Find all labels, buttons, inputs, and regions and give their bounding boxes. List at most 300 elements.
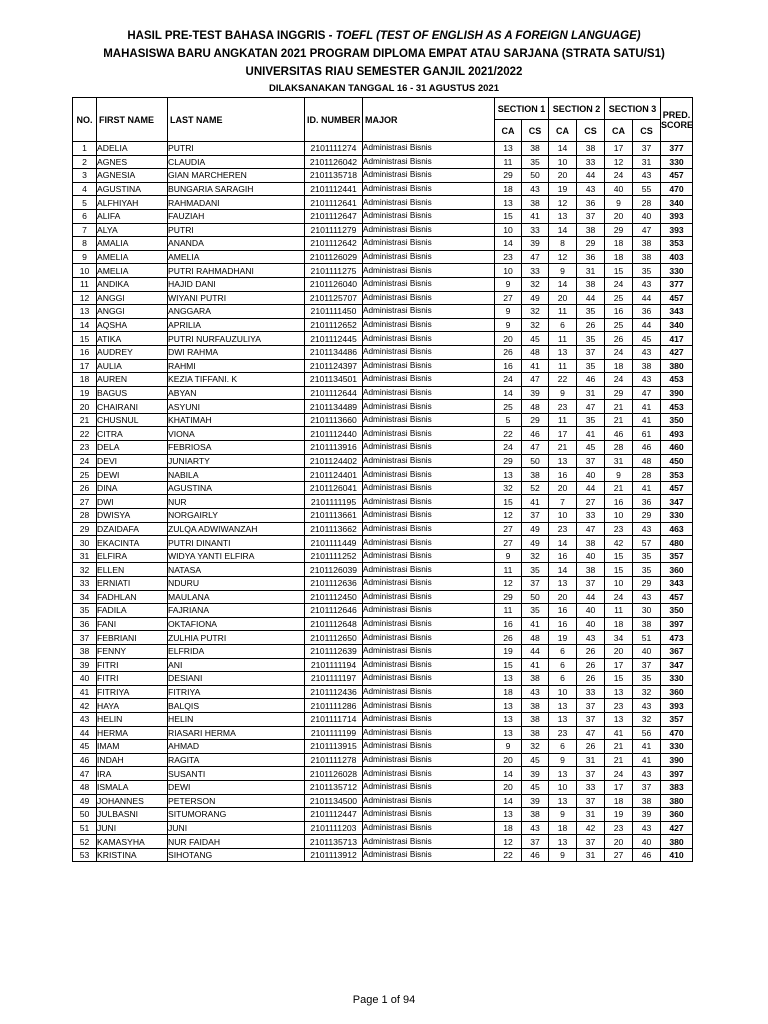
cell-s3-ca: 17 (605, 142, 633, 156)
cell-major: Administrasi Bisnis (363, 209, 495, 223)
cell-no: 12 (73, 291, 97, 305)
cell-s3-ca: 19 (605, 808, 633, 822)
cell-first-name: ANGGI (97, 291, 168, 305)
cell-s3-ca: 17 (605, 658, 633, 672)
cell-major: Administrasi Bisnis (363, 835, 495, 849)
cell-s1-cs: 38 (522, 672, 549, 686)
cell-pred-score: 340 (661, 318, 693, 332)
cell-s3-cs: 48 (633, 454, 661, 468)
cell-major: Administrasi Bisnis (363, 563, 495, 577)
cell-first-name: FADHLAN (97, 590, 168, 604)
cell-major: Administrasi Bisnis (363, 821, 495, 835)
cell-major: Administrasi Bisnis (363, 332, 495, 346)
cell-s3-ca: 28 (605, 441, 633, 455)
cell-s1-ca: 26 (495, 631, 522, 645)
cell-last-name: AMELIA (168, 250, 305, 264)
cell-s3-ca: 21 (605, 413, 633, 427)
cell-s2-cs: 45 (577, 441, 605, 455)
table-row (73, 509, 693, 523)
cell-id-number: 2101113916 (305, 441, 363, 455)
cell-first-name: FEBRIANI (97, 631, 168, 645)
cell-first-name: IMAM (97, 740, 168, 754)
cell-s3-ca: 20 (605, 835, 633, 849)
cell-first-name: KRISTINA (97, 848, 168, 862)
cell-s3-cs: 35 (633, 264, 661, 278)
cell-last-name: AGUSTINA (168, 481, 305, 495)
cell-s1-ca: 12 (495, 577, 522, 591)
cell-id-number: 2101111195 (305, 495, 363, 509)
cell-pred-score: 377 (661, 277, 693, 291)
cell-s3-ca: 25 (605, 318, 633, 332)
cell-first-name: AMELIA (97, 264, 168, 278)
table-row (73, 196, 693, 210)
cell-s1-cs: 52 (522, 481, 549, 495)
cell-no: 33 (73, 577, 97, 591)
cell-first-name: AUDREY (97, 345, 168, 359)
cell-s3-cs: 51 (633, 631, 661, 645)
cell-no: 50 (73, 808, 97, 822)
cell-no: 13 (73, 305, 97, 319)
cell-s2-ca: 13 (549, 345, 577, 359)
cell-s2-cs: 47 (577, 522, 605, 536)
cell-s1-ca: 19 (495, 644, 522, 658)
cell-major: Administrasi Bisnis (363, 522, 495, 536)
cell-id-number: 2101134486 (305, 345, 363, 359)
cell-s2-cs: 44 (577, 481, 605, 495)
cell-pred-score: 403 (661, 250, 693, 264)
cell-s2-cs: 40 (577, 549, 605, 563)
title-line-4: DILAKSANAKAN TANGGAL 16 - 31 AGUSTUS 2021 (269, 83, 499, 94)
cell-s2-ca: 11 (549, 305, 577, 319)
cell-s2-ca: 19 (549, 182, 577, 196)
cell-first-name: JUNI (97, 821, 168, 835)
cell-s2-ca: 6 (549, 318, 577, 332)
cell-first-name: AGNES (97, 155, 168, 169)
cell-pred-score: 357 (661, 712, 693, 726)
cell-s2-cs: 38 (577, 277, 605, 291)
cell-first-name: ANGGI (97, 305, 168, 319)
cell-s3-ca: 21 (605, 753, 633, 767)
cell-s2-cs: 36 (577, 196, 605, 210)
cell-last-name: PUTRI RAHMADHANI (168, 264, 305, 278)
cell-s2-cs: 47 (577, 400, 605, 414)
document-header (0, 27, 768, 97)
cell-no: 46 (73, 753, 97, 767)
cell-first-name: FADILA (97, 604, 168, 618)
cell-no: 34 (73, 590, 97, 604)
cell-last-name: SUSANTI (168, 767, 305, 781)
cell-id-number: 2101112646 (305, 604, 363, 618)
cell-s2-cs: 37 (577, 712, 605, 726)
cell-s2-ca: 6 (549, 658, 577, 672)
cell-last-name: SITUMORANG (168, 808, 305, 822)
cell-major: Administrasi Bisnis (363, 509, 495, 523)
cell-s1-ca: 26 (495, 345, 522, 359)
cell-s2-cs: 35 (577, 359, 605, 373)
cell-pred-score: 473 (661, 631, 693, 645)
cell-s3-cs: 37 (633, 658, 661, 672)
cell-s3-ca: 29 (605, 223, 633, 237)
cell-s1-cs: 48 (522, 631, 549, 645)
cell-no: 52 (73, 835, 97, 849)
cell-s2-ca: 21 (549, 441, 577, 455)
cell-no: 24 (73, 454, 97, 468)
cell-s2-cs: 35 (577, 305, 605, 319)
cell-s2-cs: 33 (577, 509, 605, 523)
cell-first-name: JULBASNI (97, 808, 168, 822)
cell-major: Administrasi Bisnis (363, 305, 495, 319)
cell-s1-ca: 23 (495, 250, 522, 264)
cell-id-number: 2101126040 (305, 277, 363, 291)
cell-s3-cs: 38 (633, 359, 661, 373)
cell-last-name: BUNGARIA SARAGIH (168, 182, 305, 196)
cell-s1-ca: 13 (495, 808, 522, 822)
cell-s2-cs: 40 (577, 604, 605, 618)
cell-s3-cs: 43 (633, 699, 661, 713)
cell-first-name: DWISYA (97, 509, 168, 523)
cell-id-number: 2101113660 (305, 413, 363, 427)
cell-id-number: 2101112648 (305, 617, 363, 631)
cell-pred-score: 330 (661, 672, 693, 686)
title-italic: TOEFL (TEST OF ENGLISH AS A FOREIGN LANGUAGE) (335, 30, 641, 42)
cell-s3-ca: 10 (605, 509, 633, 523)
cell-s3-ca: 18 (605, 617, 633, 631)
cell-no: 18 (73, 373, 97, 387)
cell-pred-score: 410 (661, 848, 693, 862)
col-header-first-name: FIRST NAME (97, 98, 168, 142)
cell-s2-cs: 40 (577, 468, 605, 482)
cell-s2-cs: 33 (577, 155, 605, 169)
pred-label: PRED. (662, 109, 691, 120)
cell-s3-ca: 31 (605, 454, 633, 468)
cell-s1-ca: 12 (495, 509, 522, 523)
cell-id-number: 2101112652 (305, 318, 363, 332)
cell-no: 48 (73, 780, 97, 794)
cell-pred-score: 340 (661, 196, 693, 210)
cell-s1-cs: 32 (522, 549, 549, 563)
cell-pred-score: 450 (661, 454, 693, 468)
table-row (73, 373, 693, 387)
cell-s2-ca: 17 (549, 427, 577, 441)
col-header-s3-ca: CA (605, 120, 633, 142)
cell-first-name: EKACINTA (97, 536, 168, 550)
cell-id-number: 2101135713 (305, 835, 363, 849)
cell-s3-cs: 40 (633, 835, 661, 849)
table-row (73, 740, 693, 754)
cell-no: 53 (73, 848, 97, 862)
cell-no: 15 (73, 332, 97, 346)
cell-s2-ca: 13 (549, 577, 577, 591)
cell-s2-ca: 10 (549, 155, 577, 169)
cell-s3-ca: 24 (605, 590, 633, 604)
cell-pred-score: 417 (661, 332, 693, 346)
cell-no: 1 (73, 142, 97, 156)
cell-major: Administrasi Bisnis (363, 427, 495, 441)
cell-s1-ca: 14 (495, 237, 522, 251)
cell-id-number: 2101112647 (305, 209, 363, 223)
cell-s1-ca: 18 (495, 821, 522, 835)
cell-s3-ca: 15 (605, 672, 633, 686)
cell-s2-cs: 42 (577, 821, 605, 835)
table-row (73, 359, 693, 373)
cell-no: 23 (73, 441, 97, 455)
table-row (73, 495, 693, 509)
cell-pred-score: 360 (661, 685, 693, 699)
cell-s3-cs: 57 (633, 536, 661, 550)
cell-pred-score: 330 (661, 264, 693, 278)
cell-major: Administrasi Bisnis (363, 726, 495, 740)
cell-s3-cs: 35 (633, 563, 661, 577)
cell-s1-ca: 13 (495, 726, 522, 740)
cell-no: 8 (73, 237, 97, 251)
cell-s1-cs: 45 (522, 780, 549, 794)
cell-s1-ca: 14 (495, 767, 522, 781)
table-row (73, 821, 693, 835)
cell-first-name: JOHANNES (97, 794, 168, 808)
cell-major: Administrasi Bisnis (363, 536, 495, 550)
col-header-s3-cs: CS (633, 120, 661, 142)
cell-major: Administrasi Bisnis (363, 454, 495, 468)
cell-s3-cs: 41 (633, 481, 661, 495)
cell-s3-ca: 15 (605, 264, 633, 278)
cell-major: Administrasi Bisnis (363, 740, 495, 754)
cell-pred-score: 347 (661, 658, 693, 672)
table-row (73, 400, 693, 414)
cell-s3-cs: 45 (633, 332, 661, 346)
cell-major: Administrasi Bisnis (363, 264, 495, 278)
cell-s3-ca: 9 (605, 196, 633, 210)
table-row (73, 318, 693, 332)
cell-first-name: DWI (97, 495, 168, 509)
table-row (73, 699, 693, 713)
cell-first-name: DZAIDAFA (97, 522, 168, 536)
cell-s2-ca: 13 (549, 835, 577, 849)
cell-no: 3 (73, 169, 97, 183)
cell-s3-ca: 41 (605, 726, 633, 740)
cell-no: 14 (73, 318, 97, 332)
cell-last-name: AHMAD (168, 740, 305, 754)
cell-first-name: ELFIRA (97, 549, 168, 563)
cell-pred-score: 393 (661, 209, 693, 223)
cell-s2-ca: 20 (549, 291, 577, 305)
cell-pred-score: 427 (661, 345, 693, 359)
cell-s3-ca: 24 (605, 373, 633, 387)
cell-s1-ca: 25 (495, 400, 522, 414)
table-row (73, 454, 693, 468)
cell-first-name: DELA (97, 441, 168, 455)
cell-no: 38 (73, 644, 97, 658)
cell-s3-ca: 9 (605, 468, 633, 482)
table-row (73, 155, 693, 169)
cell-s2-ca: 13 (549, 699, 577, 713)
col-header-no: NO. (73, 98, 97, 142)
cell-s1-cs: 43 (522, 821, 549, 835)
cell-pred-score: 480 (661, 536, 693, 550)
cell-s2-cs: 37 (577, 577, 605, 591)
cell-s1-cs: 35 (522, 604, 549, 618)
cell-s3-cs: 43 (633, 821, 661, 835)
cell-first-name: AGNESIA (97, 169, 168, 183)
cell-s3-cs: 38 (633, 794, 661, 808)
cell-id-number: 2101111203 (305, 821, 363, 835)
cell-first-name: ALYA (97, 223, 168, 237)
cell-s2-cs: 33 (577, 780, 605, 794)
cell-s3-cs: 41 (633, 753, 661, 767)
table-row (73, 617, 693, 631)
cell-s1-ca: 9 (495, 277, 522, 291)
cell-no: 44 (73, 726, 97, 740)
cell-last-name: FITRIYA (168, 685, 305, 699)
cell-no: 22 (73, 427, 97, 441)
cell-s1-cs: 38 (522, 699, 549, 713)
cell-major: Administrasi Bisnis (363, 549, 495, 563)
cell-s3-ca: 21 (605, 400, 633, 414)
col-header-major: MAJOR (363, 98, 495, 142)
cell-id-number: 2101111252 (305, 549, 363, 563)
cell-no: 16 (73, 345, 97, 359)
col-header-pred-score (661, 98, 693, 142)
table-row (73, 848, 693, 862)
cell-s1-cs: 33 (522, 223, 549, 237)
cell-s3-cs: 46 (633, 441, 661, 455)
cell-s1-ca: 13 (495, 672, 522, 686)
cell-s2-cs: 40 (577, 617, 605, 631)
cell-s1-cs: 48 (522, 345, 549, 359)
cell-id-number: 2101111286 (305, 699, 363, 713)
cell-pred-score: 493 (661, 427, 693, 441)
cell-s3-cs: 43 (633, 277, 661, 291)
cell-s1-ca: 32 (495, 481, 522, 495)
cell-id-number: 2101111275 (305, 264, 363, 278)
cell-s1-cs: 39 (522, 386, 549, 400)
cell-no: 30 (73, 536, 97, 550)
cell-s1-cs: 39 (522, 767, 549, 781)
table-row (73, 590, 693, 604)
cell-s1-cs: 38 (522, 712, 549, 726)
cell-s2-cs: 33 (577, 685, 605, 699)
cell-last-name: ABYAN (168, 386, 305, 400)
table-row (73, 182, 693, 196)
cell-s3-cs: 32 (633, 712, 661, 726)
cell-no: 5 (73, 196, 97, 210)
cell-s1-ca: 13 (495, 142, 522, 156)
cell-last-name: RIASARI HERMA (168, 726, 305, 740)
cell-id-number: 2101125707 (305, 291, 363, 305)
cell-s1-cs: 43 (522, 685, 549, 699)
cell-id-number: 2101111199 (305, 726, 363, 740)
cell-no: 43 (73, 712, 97, 726)
cell-s1-cs: 37 (522, 835, 549, 849)
cell-s2-cs: 37 (577, 209, 605, 223)
cell-s3-cs: 38 (633, 237, 661, 251)
col-header-id-number: ID. NUMBER (305, 98, 363, 142)
cell-id-number: 2101112641 (305, 196, 363, 210)
cell-s2-cs: 44 (577, 291, 605, 305)
cell-s3-cs: 38 (633, 617, 661, 631)
cell-s2-ca: 6 (549, 740, 577, 754)
cell-s2-cs: 43 (577, 631, 605, 645)
cell-id-number: 2101112650 (305, 631, 363, 645)
cell-major: Administrasi Bisnis (363, 155, 495, 169)
cell-first-name: HERMA (97, 726, 168, 740)
cell-pred-score: 460 (661, 441, 693, 455)
cell-pred-score: 380 (661, 835, 693, 849)
cell-s3-cs: 28 (633, 468, 661, 482)
table-row (73, 237, 693, 251)
cell-major: Administrasi Bisnis (363, 631, 495, 645)
title-line-2: MAHASISWA BARU ANGKATAN 2021 PROGRAM DIPLOMA EMPAT ATAU SARJANA (STRATA SATU/S1) (103, 48, 665, 60)
cell-s2-cs: 36 (577, 250, 605, 264)
cell-s3-cs: 43 (633, 590, 661, 604)
cell-s1-cs: 50 (522, 454, 549, 468)
cell-major: Administrasi Bisnis (363, 291, 495, 305)
cell-s1-ca: 20 (495, 780, 522, 794)
cell-s1-cs: 35 (522, 155, 549, 169)
cell-major: Administrasi Bisnis (363, 712, 495, 726)
table-row (73, 277, 693, 291)
cell-last-name: FAUZIAH (168, 209, 305, 223)
cell-s1-ca: 22 (495, 427, 522, 441)
table-body (73, 142, 693, 862)
cell-s3-ca: 24 (605, 277, 633, 291)
cell-pred-score: 350 (661, 604, 693, 618)
cell-s1-ca: 20 (495, 753, 522, 767)
cell-last-name: WIYANI PUTRI (168, 291, 305, 305)
cell-s1-cs: 43 (522, 182, 549, 196)
cell-first-name: ANDIKA (97, 277, 168, 291)
cell-no: 39 (73, 658, 97, 672)
cell-s3-cs: 38 (633, 250, 661, 264)
cell-pred-score: 383 (661, 780, 693, 794)
cell-no: 35 (73, 604, 97, 618)
cell-s2-cs: 26 (577, 672, 605, 686)
cell-s3-cs: 40 (633, 644, 661, 658)
cell-s2-ca: 18 (549, 821, 577, 835)
table-row (73, 712, 693, 726)
cell-no: 36 (73, 617, 97, 631)
cell-last-name: ANANDA (168, 237, 305, 251)
table-row (73, 169, 693, 183)
table-row (73, 549, 693, 563)
cell-s3-cs: 55 (633, 182, 661, 196)
cell-first-name: AQSHA (97, 318, 168, 332)
cell-no: 28 (73, 509, 97, 523)
cell-no: 27 (73, 495, 97, 509)
cell-id-number: 2101111449 (305, 536, 363, 550)
cell-s1-cs: 33 (522, 264, 549, 278)
cell-s3-ca: 12 (605, 155, 633, 169)
cell-s1-ca: 13 (495, 712, 522, 726)
cell-last-name: PUTRI NURFAUZULIYA (168, 332, 305, 346)
cell-no: 51 (73, 821, 97, 835)
cell-major: Administrasi Bisnis (363, 481, 495, 495)
cell-s1-ca: 9 (495, 740, 522, 754)
cell-pred-score: 453 (661, 400, 693, 414)
cell-major: Administrasi Bisnis (363, 237, 495, 251)
cell-pred-score: 343 (661, 305, 693, 319)
cell-s2-cs: 31 (577, 264, 605, 278)
cell-s1-ca: 5 (495, 413, 522, 427)
cell-first-name: AULIA (97, 359, 168, 373)
cell-first-name: BAGUS (97, 386, 168, 400)
cell-id-number: 2101111274 (305, 142, 363, 156)
cell-first-name: HAYA (97, 699, 168, 713)
cell-s3-cs: 43 (633, 169, 661, 183)
table-row (73, 264, 693, 278)
cell-pred-score: 390 (661, 386, 693, 400)
col-header-s2-ca: CA (549, 120, 577, 142)
cell-s1-ca: 11 (495, 563, 522, 577)
